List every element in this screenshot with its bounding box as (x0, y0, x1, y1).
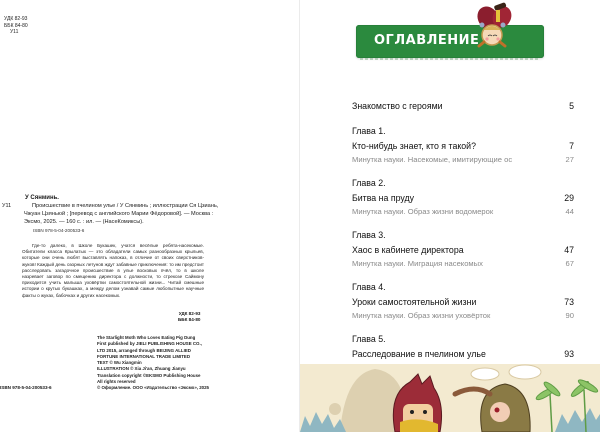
copyright-line: FORTUNE INTERNATIONAL TRADE LIMITED (97, 353, 191, 359)
chapter-label: Глава 4. (352, 282, 386, 292)
author-sign: У11 (10, 29, 19, 35)
toc-entry-title: Хаос в кабинете директора (352, 245, 464, 255)
toc-page-number: 7 (569, 141, 574, 151)
toc-entry-title: Кто-нибудь знает, кто я такой? (352, 141, 476, 151)
chapter-label: Глава 1. (352, 126, 386, 136)
science-entry-title: Минутка науки. Образ жизни водомерок (352, 207, 494, 216)
table-of-contents (352, 99, 574, 374)
udk-code: УДК 82-93 (4, 16, 28, 22)
toc-title: ОГЛАВЛЕНИЕ (374, 33, 480, 48)
science-entry-title: Минутка науки. Насекомые, имитирующие ос (352, 155, 513, 164)
toc-entry-title: Уроки самостоятельной жизни (352, 297, 477, 307)
toc-page-number: 93 (564, 349, 574, 359)
copyright-block (97, 335, 237, 392)
mascot-bug-icon (462, 0, 522, 52)
toc-entry[interactable] (352, 139, 574, 154)
toc-page-number: 27 (565, 155, 574, 164)
toc-entry-title: Битва на пруду (352, 193, 415, 203)
cartoon-illustration (300, 364, 600, 432)
copyright-line: ILLUSTRATION © Xia Ji'an, Zhuang Jianyu (97, 366, 186, 372)
toc-entry[interactable] (352, 347, 574, 362)
isbn-bottom: ISBN 978-5-04-200533-6 (0, 385, 52, 390)
toc-entry-title: Знакомство с героями (352, 101, 443, 111)
biblio-author-sign: У11 (2, 203, 12, 209)
toc-chapter-4 (352, 280, 574, 322)
toc-chapter-1 (352, 124, 574, 166)
toc-chapter-3 (352, 228, 574, 270)
toc-science-entry[interactable] (352, 310, 574, 322)
toc-page-number: 67 (565, 259, 574, 268)
chapter-label: Глава 3. (352, 230, 386, 240)
toc-science-entry[interactable] (352, 206, 574, 218)
classification-codes-bottom (178, 311, 200, 324)
book-annotation: Где-то далеко, в Школе Букашек, учатся весёлые ребята-насекомые. Обитатели класса Крылатых — это обладатели самых разнообразных крыльев, которые они очень любят выставлять напоказ, в отличие от своих сверстников-жуков! Каждый день озорных летунов ждут забавные приключения: то им предстоит расследовать загадочное происшествие в улье восковых пчёл, то в школе назревает заговор по смещению директора с должности, то стрекозе Саймону приходится учить малыша уховёртки самостоятельной жизни... Читай смешные истории о крутых букашках, а между делом узнавай самые любопытные научные факты о жуках, бабочках и других насекомых. (22, 243, 204, 298)
copyright-line: LTD 2015, arranged through BEIJING ALLIED (97, 347, 191, 353)
toc-entry-intro[interactable] (352, 99, 574, 114)
toc-page-number: 44 (565, 207, 574, 216)
chapter-label: Глава 5. (352, 334, 386, 344)
bbk-code-bottom: ББК 84-80 (178, 317, 201, 323)
udk-code-bottom: УДК 82-93 (178, 311, 201, 316)
toc-science-entry[interactable] (352, 154, 574, 166)
bibliographic-description: Происшествие в пчелином улье / У Сянминь ; иллюстрации Ся Цзиань, Чжуан Цзяньюй ; [перевод с английского Марии Фёдоровой]. — Москва : Эксмо, 2025. — 160 с. : ил. — (НасеКомиксы). (24, 203, 219, 225)
toc-entry[interactable] (352, 191, 574, 206)
toc-entry[interactable] (352, 295, 574, 310)
toc-page-number: 29 (564, 193, 574, 203)
toc-entry[interactable] (352, 243, 574, 258)
classification-codes-top (4, 16, 28, 36)
author-heading: У Сянминь. (25, 195, 59, 201)
toc-page-number: 90 (565, 311, 574, 320)
copyright-line: All rights reserved (97, 379, 136, 385)
bbk-code: ББК 84-80 (4, 22, 28, 29)
toc-page-number: 73 (564, 297, 574, 307)
toc-chapter-2 (352, 176, 574, 218)
copyright-line: The Starlight Moth Who Loves Eating Pig Dung (97, 335, 196, 340)
science-entry-title: Минутка науки. Миграция насекомых (352, 259, 483, 268)
toc-science-entry[interactable] (352, 258, 574, 270)
chapter-label: Глава 2. (352, 178, 386, 188)
copyright-line: TEXT © Wu Xiangmin (97, 360, 142, 366)
copyright-line: Translation copyright ©EKSMO Publishing House (97, 372, 201, 378)
science-entry-title: Минутка науки. Образ жизни уховёрток (352, 311, 491, 320)
toc-page-number: 5 (569, 101, 574, 111)
toc-entry-title: Расследование в пчелином улье (352, 349, 486, 359)
copyright-line: © Оформление. ООО «Издательство «Эксмо», 2025 (97, 385, 209, 391)
toc-page-number: 47 (564, 245, 574, 255)
copyright-line: First published by JIELI PUBLISHING HOUSE CO., (97, 341, 202, 347)
isbn-line: ISBN 978-5-04-200533-6 (33, 228, 85, 233)
